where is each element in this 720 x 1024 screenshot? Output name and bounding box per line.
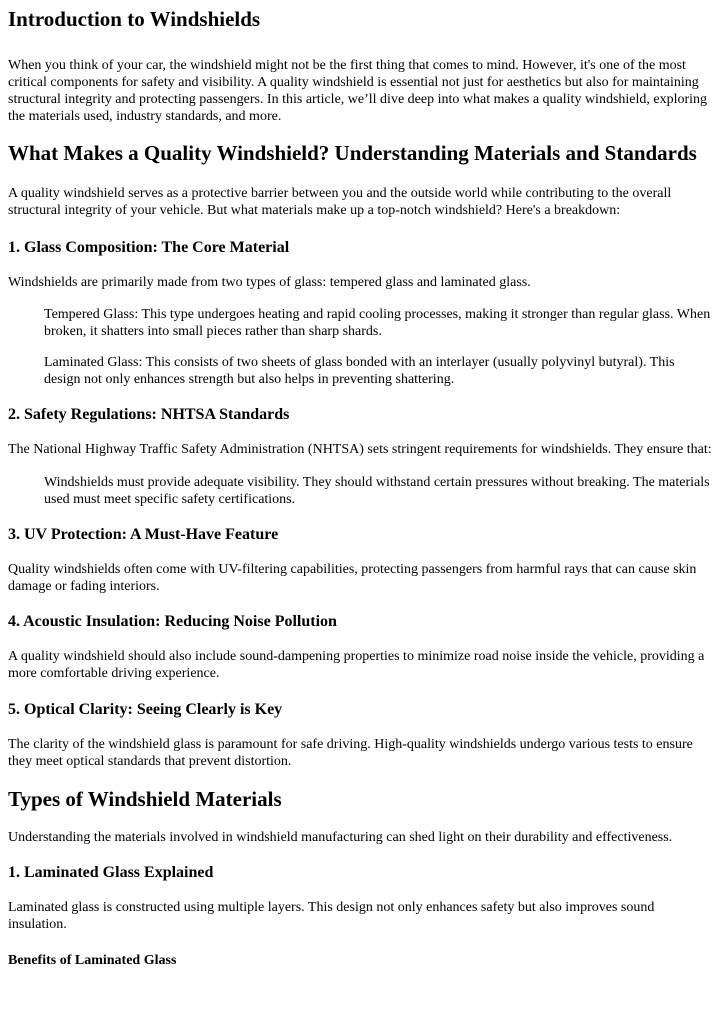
uv-protection-heading: 3. UV Protection: A Must-Have Feature [8,526,279,543]
laminated-explained-heading: 1. Laminated Glass Explained [8,864,214,881]
acoustic-insulation-paragraph: A quality windshield should also include sound-dampening properties to minimize road noise inside the vehicle, providing a more comfortable driving experience. [8,649,705,681]
acoustic-insulation-heading: 4. Acoustic Insulation: Reducing Noise Pollution [8,613,337,630]
glass-composition-heading: 1. Glass Composition: The Core Material [8,239,290,256]
quality-heading: What Makes a Quality Windshield? Understanding Materials and Standards [8,141,697,165]
safety-regulations-heading: 2. Safety Regulations: NHTSA Standards [8,406,290,423]
article [0,7,712,969]
intro-heading: Introduction to Windshields [8,7,261,31]
glass-composition-paragraph: Windshields are primarily made from two types of glass: tempered glass and laminated glass. [8,275,531,290]
quality-paragraph: A quality windshield serves as a protective barrier between you and the outside world while contributing to the overall structural integrity of your vehicle. But what materials make up a top-notch windshield? Here's a breakdown: [8,186,672,218]
optical-clarity-heading: 5. Optical Clarity: Seeing Clearly is Key [8,701,283,718]
benefits-laminated-heading: Benefits of Laminated Glass [8,953,177,968]
intro-paragraph: When you think of your car, the windshield might not be the first thing that comes to mind. However, it's one of the most critical components for safety and visibility. A quality windshield is essential not just for aesthetics but also for maintaining structural integrity and protecting passengers. In this article, we’ll dive deep into what makes a quality windshield, exploring the materials used, industry standards, and more. [8,58,708,124]
safety-regulations-paragraph: The National Highway Traffic Safety Administration (NHTSA) sets stringent requirements for windshields. They ensure that: [8,442,712,457]
optical-clarity-paragraph: The clarity of the windshield glass is paramount for safe driving. High-quality windshields undergo various tests to ensure they meet optical standards that prevent distortion. [8,737,693,769]
types-heading: Types of Windshield Materials [8,787,282,811]
types-paragraph: Understanding the materials involved in windshield manufacturing can shed light on their durability and effectiveness. [8,830,673,845]
uv-protection-paragraph: Quality windshields often come with UV-filtering capabilities, protecting passengers from harmful rays that can cause skin damage or fading interiors. [8,562,697,594]
safety-requirements-quote: Windshields must provide adequate visibility. They should withstand certain pressures without breaking. The materials used must meet specific safety certifications. [44,475,710,507]
laminated-glass-item: Laminated Glass: This consists of two sheets of glass bonded with an interlayer (usually polyvinyl butyral). This design not only enhances strength but also helps in preventing shattering. [44,355,675,387]
laminated-explained-paragraph: Laminated glass is constructed using multiple layers. This design not only enhances safety but also improves sound insulation. [8,900,655,932]
tempered-glass-item: Tempered Glass: This type undergoes heating and rapid cooling processes, making it stronger than regular glass. When broken, it shatters into small pieces rather than sharp shards. [44,307,711,339]
